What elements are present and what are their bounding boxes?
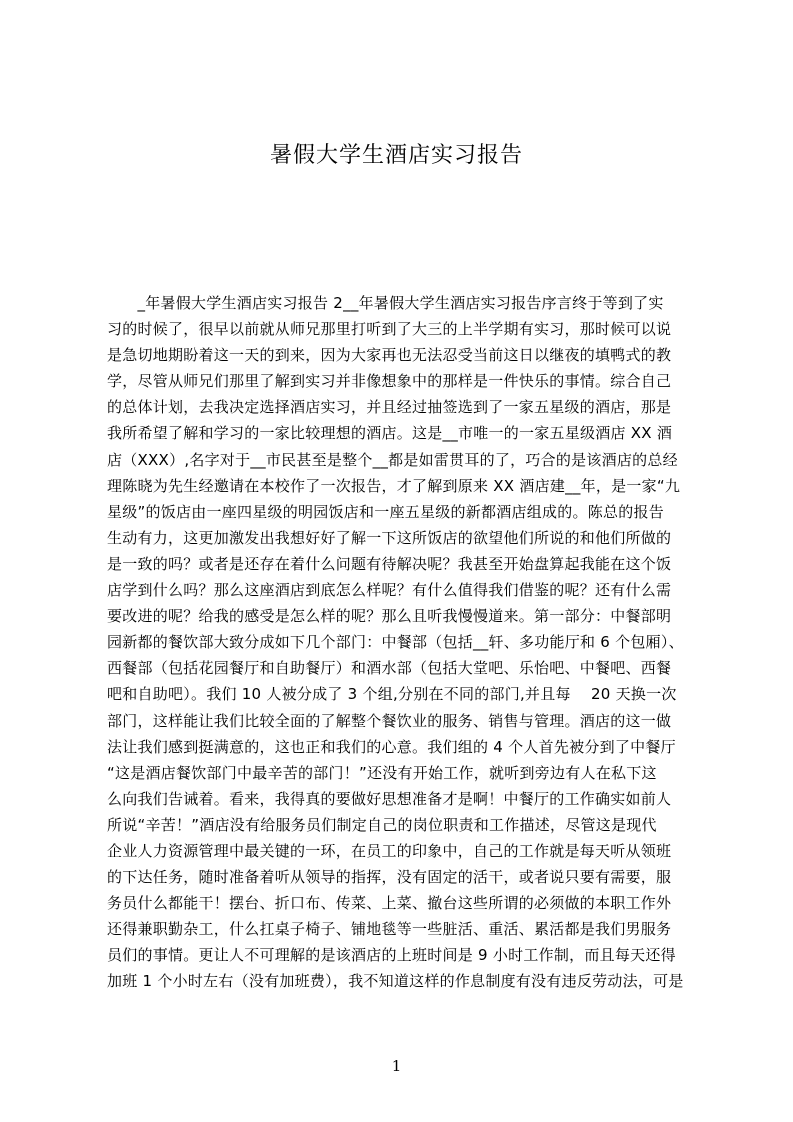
text-line: 是急切地期盼着这一天的到来，因为大家再也无法忍受当前这日以继夜的填鸭式的教 [107,346,672,365]
text-line: 还得兼职勤杂工，什么扛桌子椅子、铺地毯等一些脏活、重活、累活都是我们男服务 [107,920,672,939]
text-line: 店（XXX）,名字对于__市民甚至是整个__都是如雷贯耳的了，巧合的是该酒店的总经 [107,450,678,469]
text-line: 的下达任务，随时准备着听从领导的指挥，没有固定的活干，或者说只要有需要，服 [107,868,672,887]
body-text [107,290,697,1050]
text-line: 是一致的吗？或者是还存在着什么问题有待解决呢？我甚至开始盘算起我能在这个饭 [107,554,672,573]
text-line: 员们的事情。更让人不可理解的是该酒店的上班时间是 9 小时工作制，而且每天还得 [107,946,676,965]
text-line: 务员什么都能干！摆台、折口布、传菜、上菜、撤台这些所谓的必须做的本职工作外 [107,894,672,913]
text-line: 企业人力资源管理中最关键的一环，在员工的印象中，自己的工作就是每天听从领班 [107,841,672,860]
text-line: 么向我们告诫着。看来，我得真的要做好思想准备才是啊！中餐厅的工作确实如前人 [107,789,672,808]
document-title: 暑假大学生酒店实习报告 [269,143,523,168]
text-line: _年暑假大学生酒店实习报告 2__年暑假大学生酒店实习报告序言终于等到了实 [107,294,664,312]
text-line: 星级”的饭店由一座四星级的明园饭店和一座五星级的新都酒店组成的。陈总的报告 [107,502,665,521]
text-line: 吧和自助吧）。我们 10 人被分成了 3 个组,分别在不同的部门,并且每 20 天换一次 [107,685,677,704]
text-line: 要改进的呢？给我的感受是怎么样的呢？那么且听我慢慢道来。第一部分：中餐部明 [107,607,672,626]
text-line: 法让我们感到挺满意的，这也正和我们的心意。我们组的 4 个人首先被分到了中餐厅 [107,737,676,756]
text-line: 学，尽管从师兄们那里了解到实习并非像想象中的那样是一件快乐的事情。综合自己 [107,372,672,391]
text-line: 部门，这样能让我们比较全面的了解整个餐饮业的服务、销售与管理。酒店的这一做 [107,711,672,730]
text-line: 加班 1 个小时左右（没有加班费），我不知道这样的作息制度有没有违反劳动法，可是 [107,972,684,991]
text-line: 理陈晓为先生经邀请在本校作了一次报告，才了解到原来 XX 酒店建__年，是一家“九 [107,476,681,495]
text-line: 园新都的餐饮部大致分成如下几个部门：中餐部（包括__轩、多功能厅和 6 个包厢）、 [107,633,684,652]
text-line: “这是酒店餐饮部门中最辛苦的部门！”还没有开始工作，就听到旁边有人在私下这 [107,763,657,782]
text-line: 习的时候了，很早以前就从师兄那里打听到了大三的上半学期有实习，那时候可以说 [107,320,672,339]
text-line: 所说“辛苦！”酒店没有给服务员们制定自己的岗位职责和工作描述，尽管这是现代 [107,815,657,834]
text-line: 西餐部（包括花园餐厅和自助餐厅）和酒水部（包括大堂吧、乐怡吧、中餐吧、西餐 [107,659,672,678]
text-line: 店学到什么吗？那么这座酒店到底怎么样呢？有什么值得我们借鉴的呢？还有什么需 [107,581,672,600]
text-line: 生动有力，这更加激发出我想好好了解一下这所饭店的欲望他们所说的和他们所做的 [107,528,672,547]
page-number: 1 [391,1057,402,1075]
text-line: 的总体计划，去我决定选择酒店实习，并且经过抽签选到了一家五星级的酒店，那是 [107,398,672,417]
text-line: 我所希望了解和学习的一家比较理想的酒店。这是__市唯一的一家五星级酒店 XX 酒 [107,424,673,443]
